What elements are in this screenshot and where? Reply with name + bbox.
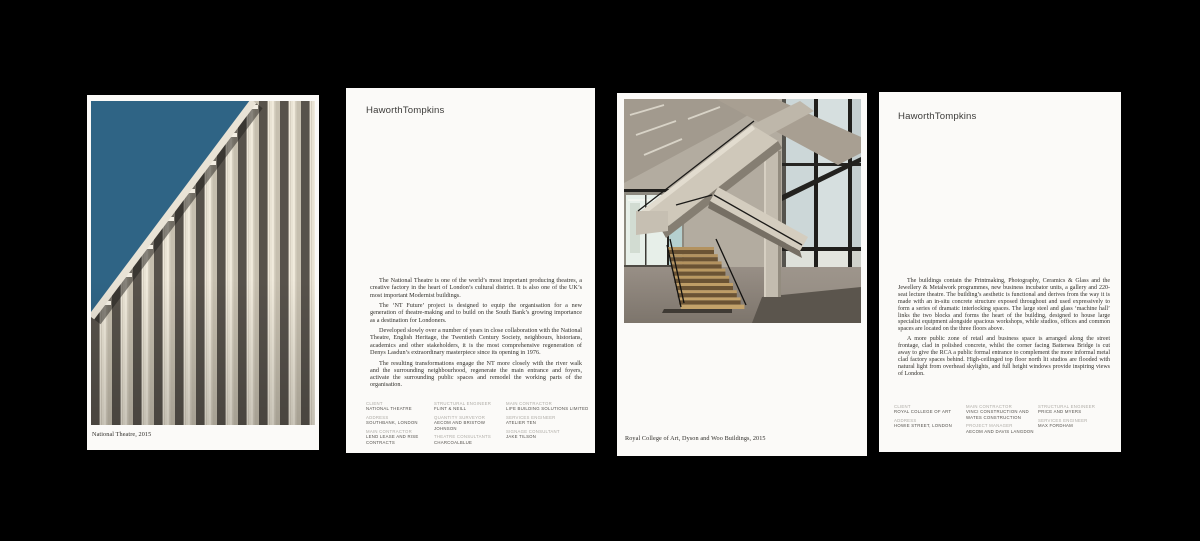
credits-column-1: [894, 404, 962, 432]
credit-value: VINCI CONSTRUCTION AND WATES CONSTRUCTION: [966, 409, 1029, 420]
credit-entry: [366, 401, 432, 412]
credits-column-3: [1038, 404, 1118, 432]
credit-value: NATIONAL THEATRE: [366, 406, 412, 412]
rca-interior-photo: [624, 99, 861, 323]
credit-label: SERVICES ENGINEER: [1038, 418, 1088, 423]
credit-value: SOUTHBANK, LONDON: [366, 420, 418, 426]
credit-label: SIGNAGE CONSULTANT: [506, 429, 560, 434]
photo-vignette: [91, 101, 315, 425]
credit-entry: [966, 404, 1036, 420]
credit-entry: [434, 415, 504, 431]
credit-value: HOWIE STREET, LONDON: [894, 423, 952, 429]
project-description: [898, 278, 1110, 381]
credit-label: STRUCTURAL ENGINEER: [434, 401, 492, 406]
credit-value: ROYAL COLLEGE OF ART: [894, 409, 952, 415]
credit-entry: [506, 429, 591, 440]
credit-value: CHARCOALBLUE: [434, 439, 473, 445]
credit-label: MAIN CONTRACTOR: [366, 429, 412, 434]
credit-label: SERVICES ENGINEER: [506, 415, 556, 420]
credit-label: MAIN CONTRACTOR: [966, 404, 1012, 409]
paragraph: Developed slowly over a number of years in close collaboration with the National Theatre, English Heritage, the Twentieth Century Society, neighbours, historians, academics and other stakeholders, it is the most comprehensive regeneration of Denys Lasdun’s extraordinary masterpiece since its opening in 1976.: [370, 327, 582, 357]
credit-entry: [966, 423, 1036, 434]
credit-value: LIFE BUILDING SOLUTIONS LIMITED: [506, 406, 589, 412]
credit-entry: [434, 434, 504, 445]
project-description: [370, 277, 582, 392]
card-rca-photo: [617, 93, 867, 456]
credit-label: CLIENT: [894, 404, 911, 409]
photo-caption: Royal College of Art, Dyson and Woo Buildings, 2015: [625, 435, 766, 442]
credit-entry: [434, 401, 504, 412]
photo-caption: National Theatre, 2015: [92, 431, 152, 438]
credit-value: MAX FORDHAM: [1038, 423, 1073, 429]
paragraph: The buildings contain the Printmaking, Photography, Ceramics & Glass and the Jewellery & Metalwork programmes, new business incubator units, a gallery and 220-seat lecture theatre. The building’s aesthetic is functional and derives from the way it is made with an in-situ concrete structure exposed throughout and used expressively to form a series of dramatic interlocking spaces. The large steel and glass ‘machine hall’ links the two blocks and forms the heart of the building, designed to house large specialist equipment alongside spacious workshops, while studios, offices and common spaces are located on the three floors above.: [898, 278, 1110, 333]
credit-label: CLIENT: [366, 401, 383, 406]
credit-label: PROJECT MANAGER: [966, 423, 1013, 429]
credit-entry: [506, 415, 591, 426]
paragraph: A more public zone of retail and business space is arranged along the street frontage, clad in polished concrete, whilst the corner facing Battersea Bridge is cut away to give the RCA a public formal entrance to complement the more informal metal clad factory spaces behind. High-ceilinged top floor north lit studios are flooded with natural light from overhead skylights, and full height windows provide inspiring views of London.: [898, 336, 1110, 377]
credit-label: QUANTITY SURVEYOR: [434, 415, 486, 420]
card-rca-text: [879, 92, 1121, 452]
national-theatre-photo: [91, 101, 315, 425]
credit-entry: [894, 404, 962, 415]
credits-column-3: [506, 401, 591, 443]
credits-column-1: [366, 401, 432, 448]
credit-value: LEND LEASE AND RISE CONTRACTS: [366, 434, 419, 445]
credits-column-2: [966, 404, 1036, 437]
credit-value: JAKE TILSON: [506, 434, 537, 440]
card-national-theatre-photo: [87, 95, 319, 450]
credit-entry: [1038, 404, 1118, 415]
credit-value: AECOM AND BRISTOW JOHNSON: [434, 420, 486, 431]
card-national-theatre-text: [346, 88, 595, 453]
credit-value: FLINT & NEILL: [434, 406, 467, 412]
credit-entry: [506, 401, 591, 412]
credits-column-2: [434, 401, 504, 448]
credit-label: ADDRESS: [366, 415, 389, 420]
credit-entry: [1038, 418, 1118, 429]
paragraph: The ‘NT Future’ project is designed to equip the organisation for a new generation of theatre-making and to build on the South Bank’s growing importance as a destination for Londoners.: [370, 302, 582, 324]
credit-entry: [366, 429, 432, 445]
credit-entry: [894, 418, 962, 429]
credit-value: AECOM AND DAVIS LANGDON: [966, 428, 1034, 434]
credit-label: MAIN CONTRACTOR: [506, 401, 552, 406]
credit-value: ATELIER TEN: [506, 420, 537, 426]
credit-label: ADDRESS: [894, 418, 917, 423]
credit-label: STRUCTURAL ENGINEER: [1038, 404, 1096, 409]
haworth-tompkins-logo: HaworthTompkins: [366, 105, 445, 116]
paragraph: The resulting transformations engage the NT more closely with the river walk and the surrounding neighbourhood, regenerate the main entrance and foyers, activate the surrounding public spaces and remodel the working parts of the organisation.: [370, 359, 582, 389]
credit-value: PRICE AND MYERS: [1038, 409, 1082, 415]
paragraph: The National Theatre is one of the world’s most important producing theatres, a creative factory in the heart of London’s cultural district. It is also one of the UK’s most important Modernist buildings.: [370, 277, 582, 299]
haworth-tompkins-logo: HaworthTompkins: [898, 111, 977, 122]
credit-label: THEATRE CONSULTANTS: [434, 434, 492, 440]
credit-entry: [366, 415, 432, 426]
